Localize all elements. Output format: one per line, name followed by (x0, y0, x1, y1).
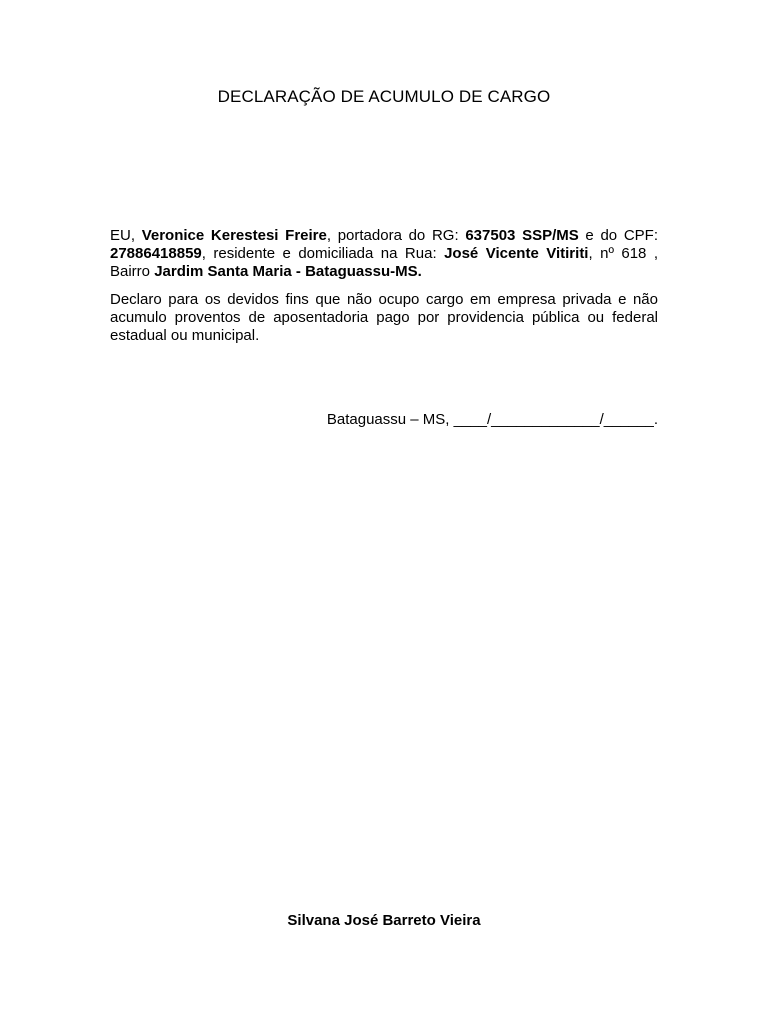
declarant-info-paragraph (110, 227, 658, 281)
rg-number: 637503 SSP/MS (465, 227, 579, 244)
declaration-paragraph: Declaro para os devidos fins que não ocupo cargo em empresa privada e não acumulo proventos de aposentadoria pago por providencia pública ou federal estadual ou municipal. (110, 291, 658, 344)
signature-name: Silvana José Barreto Vieira (287, 912, 481, 929)
neighborhood-city: Jardim Santa Maria - Bataguassu-MS. (154, 263, 422, 280)
street-name: José Vicente Vitiriti (444, 245, 589, 262)
cpf-number: 27886418859 (110, 245, 202, 262)
document-title: DECLARAÇÃO DE ACUMULO DE CARGO (217, 87, 551, 106)
text-prefix: EU, (110, 227, 142, 244)
declarant-name: Veronice Kerestesi Freire (141, 227, 327, 244)
house-number-text: , nº 618 , Bairro (110, 245, 659, 280)
rg-label: , portadora do RG: (326, 227, 466, 244)
cpf-label: e do CPF: (578, 227, 658, 244)
place-date-line: Bataguassu – MS, ____/_____________/______. (326, 411, 658, 428)
address-label: , residente e domiciliada na Rua: (201, 245, 445, 262)
